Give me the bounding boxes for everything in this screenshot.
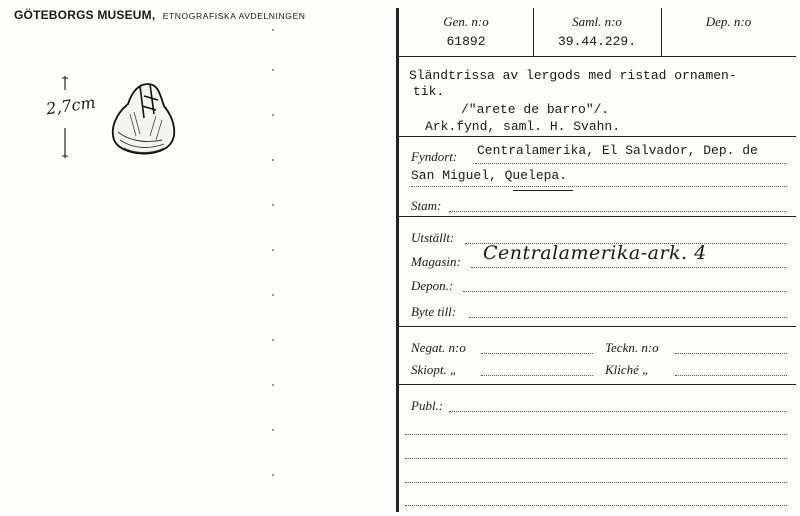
utstallt-label: Utställt: bbox=[411, 230, 455, 245]
perforation-dots bbox=[270, 20, 276, 510]
dotted-line bbox=[675, 375, 787, 376]
dotted-line bbox=[475, 163, 787, 164]
description-line: tik. bbox=[413, 84, 445, 99]
dotted-line bbox=[481, 353, 593, 354]
dep-no-label: Dep. n:o bbox=[705, 14, 752, 29]
stam-label: Stam: bbox=[411, 198, 442, 213]
section-divider bbox=[399, 384, 796, 385]
dotted-line bbox=[405, 434, 787, 435]
teckn-label: Teckn. n:o bbox=[605, 340, 659, 355]
saml-no-label: Saml. n:o bbox=[572, 14, 622, 29]
dotted-line bbox=[471, 267, 787, 268]
fyndort-value-line: Centralamerika, El Salvador, Dep. de bbox=[477, 143, 758, 158]
department-name: ETNOGRAFISKA AVDELNINGEN bbox=[162, 11, 306, 21]
dotted-line bbox=[463, 291, 787, 292]
gen-no-label: Gen. n:o bbox=[443, 14, 489, 29]
section-divider bbox=[399, 216, 796, 217]
byte-till-label: Byte till: bbox=[411, 304, 457, 319]
description-line: /"arete de barro"/. bbox=[461, 102, 610, 117]
description-line: Ark.fynd, saml. H. Svahn. bbox=[425, 119, 621, 134]
underline bbox=[513, 190, 573, 191]
gen-no-value: 61892 bbox=[446, 34, 486, 49]
depon-label: Depon.: bbox=[411, 278, 454, 293]
dotted-line bbox=[449, 211, 787, 212]
section-divider bbox=[399, 136, 796, 137]
dotted-line bbox=[481, 375, 593, 376]
museum-header bbox=[14, 8, 305, 22]
dep-no-cell bbox=[661, 8, 796, 56]
dotted-line bbox=[405, 482, 787, 483]
magasin-value: Centralamerika-ark. 4 bbox=[483, 242, 707, 264]
negat-label: Negat. n:o bbox=[411, 340, 466, 355]
museum-name: GÖTEBORGS MUSEUM, bbox=[14, 8, 156, 22]
fyndort-value-line: San Miguel, Quelepa. bbox=[411, 168, 568, 183]
fyndort-label: Fyndort: bbox=[411, 149, 458, 164]
saml-no-value: 39.44.229. bbox=[557, 34, 636, 49]
gen-no-cell bbox=[399, 8, 534, 56]
kliche-label: Kliché „ bbox=[605, 362, 650, 377]
spindle-whorl-sketch bbox=[40, 70, 200, 170]
dimension-label: 2,7cm bbox=[44, 92, 97, 119]
card-header-row bbox=[399, 8, 796, 57]
dotted-line bbox=[469, 317, 787, 318]
dotted-line bbox=[405, 458, 787, 459]
magasin-label: Magasin: bbox=[411, 254, 461, 269]
dotted-line bbox=[411, 186, 787, 187]
section-divider bbox=[399, 326, 796, 327]
skiopt-label: Skiopt. „ bbox=[411, 362, 458, 377]
saml-no-cell bbox=[533, 8, 662, 56]
description-line: Sländtrissa av lergods med ristad ornamen- bbox=[409, 68, 737, 83]
catalog-card bbox=[396, 8, 796, 512]
dotted-line bbox=[405, 505, 787, 506]
publ-label: Publ.: bbox=[411, 398, 444, 413]
dotted-line bbox=[675, 353, 787, 354]
dotted-line bbox=[449, 411, 787, 412]
